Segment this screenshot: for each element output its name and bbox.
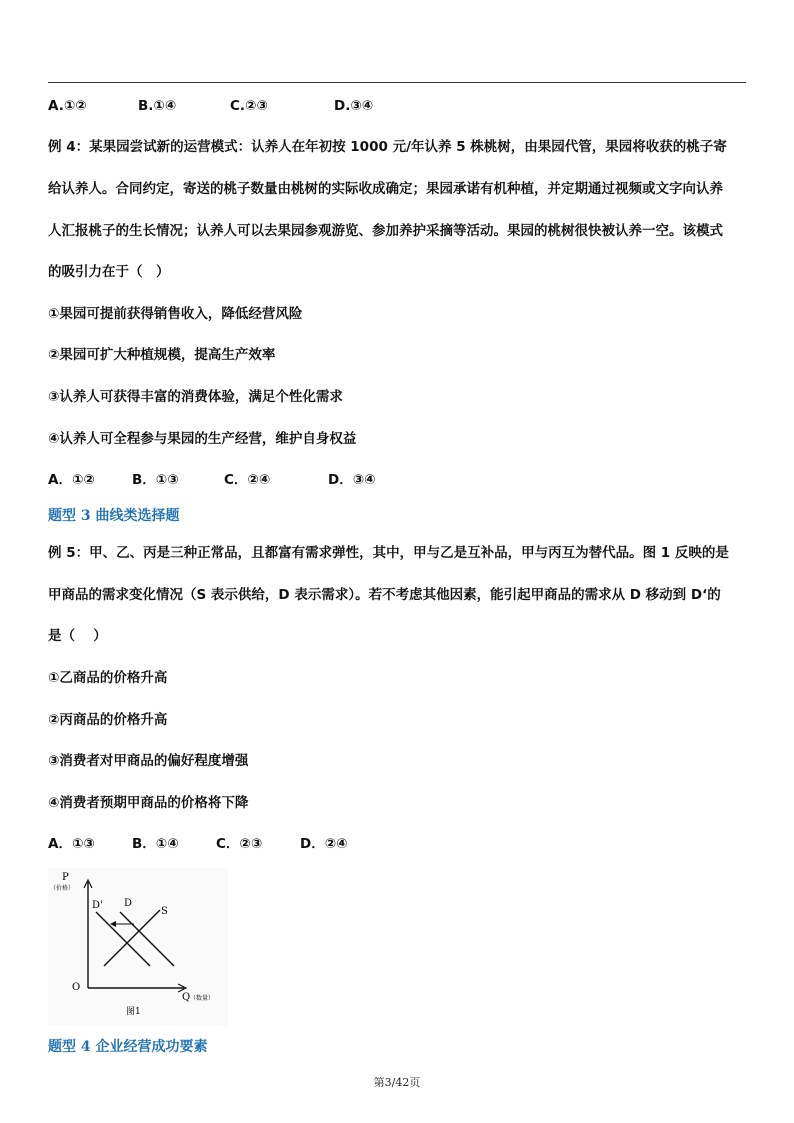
example5-item-4: ④消费者预期甲商品的价格将下降	[48, 795, 249, 811]
example5-line-3: 是（ ）	[48, 628, 107, 644]
option-a: A．①③	[48, 836, 95, 852]
example4-line-2: 给认养人。合同约定，寄送的桃子数量由桃树的实际收成确定；果园承诺有机种植，并定期通过视频或文字向认养	[48, 181, 723, 197]
example5-item-1: ①乙商品的价格升高	[48, 670, 168, 686]
option-b: B.①④	[138, 98, 177, 114]
y-axis-sub-label: （价格）	[50, 885, 75, 892]
prev-options	[48, 96, 746, 116]
example4-item-2: ②果园可扩大种植规模，提高生产效率	[48, 347, 276, 363]
curve-label-d-prime: D'	[92, 900, 103, 911]
example4-line-1: 例 4：某果园尝试新的运营模式：认养人在年初按 1000 元/年认养 5 株桃树，由果园代管，果园将收获的桃子寄	[48, 139, 727, 155]
x-axis-label: Q	[182, 992, 191, 1003]
option-a: A.①②	[48, 98, 87, 114]
example4-line-4: 的吸引力在于（ ）	[48, 264, 170, 280]
example5-line-1: 例 5：甲、乙、丙是三种正常品，且都富有需求弹性，其中，甲与乙是互补品，甲与丙互为替代品。图 1 反映的是	[48, 545, 729, 561]
example4-item-1: ①果园可提前获得销售收入，降低经营风险	[48, 306, 303, 322]
example5-line-2: 甲商品的需求变化情况（S 表示供给，D 表示需求）。若不考虑其他因素，能引起甲商品的需求从 D 移动到 D‘的	[48, 587, 721, 603]
figure-background	[48, 868, 228, 1026]
option-d: D．③④	[328, 472, 376, 488]
option-b: B．①③	[132, 472, 179, 488]
example5-item-2: ②丙商品的价格升高	[48, 712, 168, 728]
header-rule	[48, 82, 746, 83]
option-c: C．②④	[224, 472, 271, 488]
option-a: A．①②	[48, 472, 95, 488]
example4-options	[48, 470, 746, 490]
option-d: D.③④	[334, 98, 374, 114]
option-b: B．①④	[132, 836, 179, 852]
supply-demand-diagram	[48, 868, 228, 1026]
option-c: C.②③	[230, 98, 268, 114]
option-d: D．②④	[300, 836, 348, 852]
figure-caption: 图1	[126, 1007, 141, 1017]
page-footer: 第3/42页	[373, 1076, 421, 1089]
example4-line-3: 人汇报桃子的生长情况；认养人可以去果园参观游览、参加养护采摘等活动。果园的桃树很快被认养一空。该模式	[48, 223, 723, 239]
section-heading-4: 题型 4 企业经营成功要素	[48, 1039, 208, 1055]
example5-item-3: ③消费者对甲商品的偏好程度增强	[48, 753, 249, 769]
x-axis-sub-label: （数量）	[190, 995, 215, 1002]
example4-item-3: ③认养人可获得丰富的消费体验，满足个性化需求	[48, 389, 343, 405]
example4-item-4: ④认养人可全程参与果园的生产经营，维护自身权益	[48, 431, 357, 447]
curve-label-s: S	[161, 906, 168, 917]
figure-1	[48, 868, 228, 1026]
y-axis-label: P	[62, 872, 69, 883]
origin-label: O	[72, 982, 81, 993]
section-heading-3: 题型 3 曲线类选择题	[48, 508, 180, 524]
option-c: C．②③	[216, 836, 263, 852]
example5-options	[48, 834, 746, 854]
curve-label-d: D	[124, 898, 133, 909]
